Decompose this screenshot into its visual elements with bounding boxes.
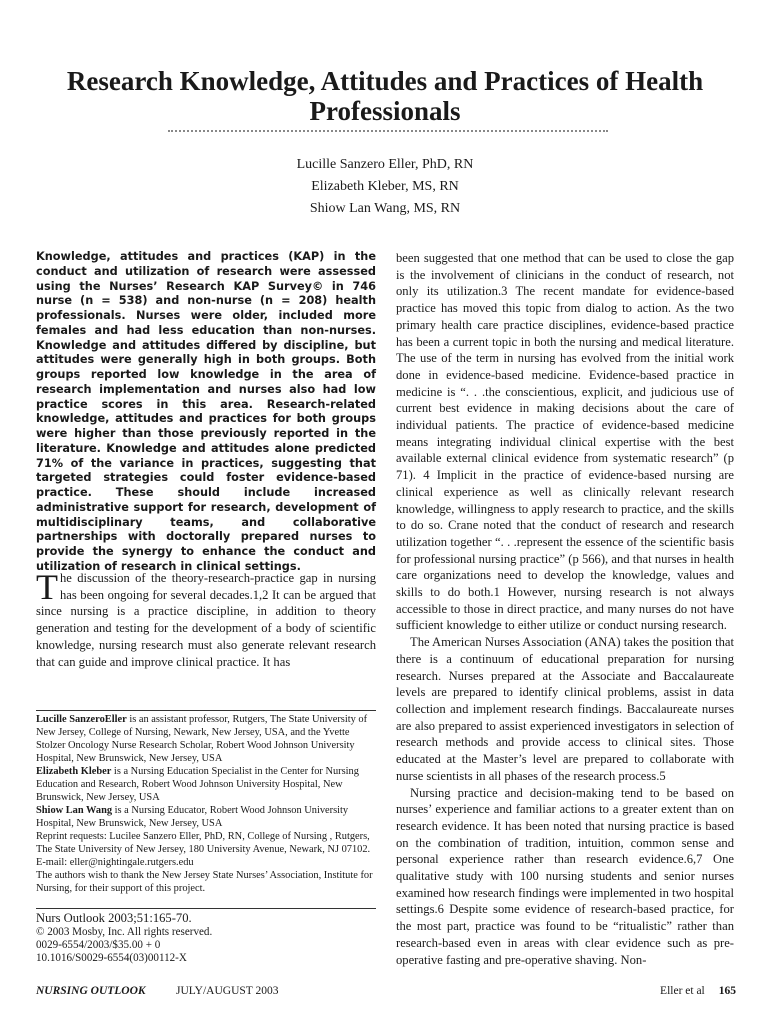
author-name: Elizabeth Kleber, MS, RN: [311, 179, 459, 194]
page-footer: [36, 985, 736, 1001]
affiliation-name: Elizabeth Kleber: [36, 766, 112, 777]
doi: 10.1016/S0029-6554(03)00112-X: [36, 952, 187, 965]
acknowledgment: The authors wish to thank the New Jersey State Nurses’ Association, Institute for Nursing, for their support of this project.: [36, 870, 373, 894]
footer-issue-date: JULY/AUGUST 2003: [176, 985, 279, 997]
body-paragraph: The American Nurses Association (ANA) takes the position that there is a continuum of educational preparation for nursing research. Nurses prepared at the Associate and Baccalaureate levels are prepared to identify clinical problems, assist in data collection and implement research findings. Baccalaureate nurses are also prepared to assist experienced investigators in selection of research methods and provide access to clinical sites. Those educated at the Master’s level are prepared to collaborate with nurse scientists in all phases of the research process.5: [396, 635, 734, 783]
intro-paragraph: [36, 567, 376, 670]
journal-citation: Nurs Outlook 2003;51:165-70.: [36, 911, 192, 925]
copyright-line: © 2003 Mosby, Inc. All rights reserved.: [36, 926, 213, 938]
citation-block: [36, 908, 376, 966]
affiliation-item: [36, 804, 376, 830]
right-column: [396, 250, 734, 968]
affiliation-item: [36, 713, 376, 765]
reprint-requests: Reprint requests: Lucilee Sanzero Eller, PhD, RN, College of Nursing , Rutgers, The State University of New Jersey, 180 University Avenue, Newark, NJ 07102.: [36, 831, 371, 855]
affiliation-name: Lucille SanzeroEller: [36, 714, 127, 725]
abstract: Knowledge, attitudes and practices (KAP) in the conduct and utilization of research were assessed using the Nurses’ Research KAP Survey© in 746 nurse (n = 538) and non-nurse (n = 208) health professionals. Nurses were older, included more females and had less education than non-nurses. Knowledge and attitudes differed by discipline, but attitudes were generally high in both groups. Both groups reported low knowledge in the area of research implementation and nurses also had low practice scores in this area. Research-related knowledge, attitudes and practices for both groups were higher than those previously reported in the literature. Knowledge and attitudes alone predicted 71% of the variance in practices, suggesting that targeted strategies could foster evidence-based practice. These should include increased administrative support for research, development of multidisciplinary teams, and collaborative partnerships with doctorally prepared nurses to provide the synergy to enhance the conduct and utilization of research in clinical settings.: [36, 250, 376, 573]
author-affiliations: [36, 710, 376, 895]
affiliation-item: [36, 765, 376, 804]
affiliation-text: is a Nursing Educator, Robert Wood Johnson University Hospital, New Brunswick, New Jersey, USA: [36, 805, 349, 829]
footer-page-info: [660, 985, 736, 997]
article-title: Research Knowledge, Attitudes and Practices of Health Professionals: [66, 66, 704, 126]
affiliation-text: is an assistant professor, Rutgers, The State University of New Jersey, College of Nursing, Newark, New Jersey, USA, and the Yvette Stolzer Oncology Nurse Research Scholar, Robert Wood Johnson University Hospital, New Brunswick, New Jersey, USA: [36, 714, 368, 764]
body-paragraph: been suggested that one method that can be used to close the gap is the involvement of clinicians in the conduct of research, not only its utilization.3 The recent mandate for evidence-based practice has moved this topic from dialog to action. As the two primary health care practice disciplines, evidence-based practice has been a current topic in both the nursing and medical literature. The use of the term in nursing has evolved from the initial work done in evidence-based medicine. Evidence-based practice in medicine is “. . .the conscientious, explicit, and judicious use of current best evidence in making decisions about the care of individual patients. The practice of evidence-based medicine means integrating individual clinical expertise with the best available external clinical evidence from systematic research” (p 71). 4 Implicit in the practice of evidence-based nursing are clinical experience as well as clinically relevant research knowledge, willingness to apply research to practice, and the skills to do so. Crane noted that the conduct of research and research utilization together “. . .represent the essence of the scientific basis for professional nursing practice” (p 566), and that nurses in health care organizations need to develop the knowledge, values and skills to do both.1 However, nursing research is not always accessible to those in direct practice, and many nurses do not have sufficient knowledge to either utilize or conduct nursing research.: [396, 251, 734, 633]
footer-authors: Eller et al: [660, 985, 705, 997]
author-list: [180, 154, 590, 220]
intro-text: he discussion of the theory-research-practice gap in nursing has been ongoing for several decades.1,2 It can be argued that since nursing is a practice discipline, in addition to theory generation and testing for the development of a body of scientific knowledge, nursing research must also generate relevant research that can guide and improve clinical practice. It has: [36, 571, 376, 669]
affiliation-text: is a Nursing Education Specialist in the Center for Nursing Education and Research, Robert Wood Johnson University Hospital, New Brunswick, New Jersey, USA: [36, 766, 359, 803]
body-paragraph: Nursing practice and decision-making tend to be based on nurses’ experience and familiar actions to a greater extent than on research evidence. It has been noted that nursing practice is based on the combination of tradition, intuition, common sense and personal experience rather than research evidence.6,7 One qualitative study with 100 nursing students and senior nurses examined how research findings were implemented in two hospital settings.6 Despite some evidence of research-based practice, for the most part, practice was found to be “ritualistic” rather than research-based even in areas with clear evidence such as pre-operative fasting and pre-operative shaving. Non-: [396, 785, 734, 967]
footer-journal-name: NURSING OUTLOOK: [36, 985, 146, 997]
author-name: Shiow Lan Wang, MS, RN: [309, 201, 461, 216]
page-number: 165: [718, 985, 736, 997]
email-address: E-mail: eller@nightingale.rutgers.edu: [36, 857, 194, 868]
author-name: Lucille Sanzero Eller, PhD, RN: [296, 157, 474, 172]
title-divider: [168, 130, 608, 132]
issn-code: 0029-6554/2003/$35.00 + 0: [36, 939, 161, 952]
drop-cap: T: [36, 567, 58, 607]
affiliation-name: Shiow Lan Wang: [36, 805, 113, 816]
